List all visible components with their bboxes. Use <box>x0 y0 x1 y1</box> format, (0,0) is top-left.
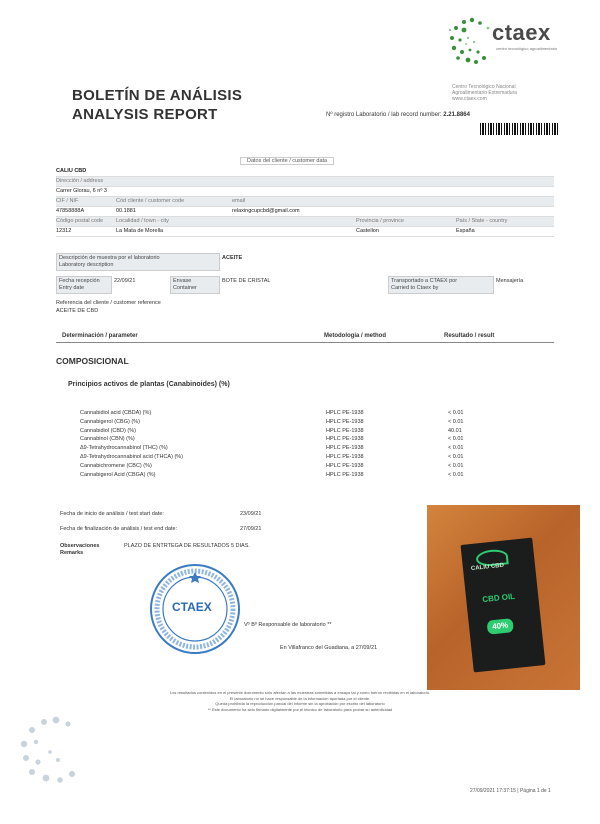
result-row <box>80 435 480 443</box>
subsection-title: Principios activos de plantas (Canabinoides) (%) <box>68 381 230 388</box>
country-label: País / State - country <box>456 218 508 224</box>
report-title <box>72 86 242 124</box>
email-label: email <box>232 198 246 204</box>
title-spanish: BOLETÍN DE ANÁLISIS <box>72 87 243 104</box>
center-line1: Centro Tecnológico Nacional <box>452 84 516 90</box>
result-value: < 0.01 <box>448 436 464 443</box>
param-col: Determinación / parameter <box>62 333 138 339</box>
ctaex-logo-subtitle: centro tecnológico agroalimentario <box>496 46 558 51</box>
record-number <box>326 112 470 118</box>
place-date: En Villafranco del Guadiana, a 27/09/21 <box>280 645 378 651</box>
center-line2: Agroalimentario Extremadura <box>452 90 518 96</box>
footer-line2: El laboratorio no se hace responsable de la información aportada por el cliente. <box>229 695 371 701</box>
reference-label: Referencia del cliente / customer reference <box>56 300 161 306</box>
result-method: HPLC PE-1938 <box>326 410 364 416</box>
result-method: HPLC PE-1938 <box>326 445 364 452</box>
result-value: < 0.01 <box>448 445 464 452</box>
reference-value: ACEITE DE CBD <box>56 308 99 314</box>
stamp-text: CTAEX <box>172 600 212 614</box>
end-date-value: 27/09/21 <box>240 526 262 532</box>
result-name: Δ9-Tetrahydrocannabinol acid (THCA) (%) <box>80 454 184 460</box>
client-table <box>56 156 554 237</box>
result-row <box>80 427 480 435</box>
entry-value: 22/09/21 <box>114 278 136 284</box>
town-label: Localidad / town - city <box>116 218 169 224</box>
desc-label-es: Descripción de muestra por el laboratorio <box>59 255 160 261</box>
town-value: La Mata de Morella <box>116 228 164 234</box>
result-value: < 0.01 <box>448 454 464 460</box>
result-row <box>80 471 480 479</box>
footer-disclaimer <box>80 690 520 712</box>
desc-label <box>56 253 220 271</box>
cif-label: CIF / NIF <box>56 198 79 204</box>
cif-value: 47858888A <box>56 208 85 214</box>
start-date-label: Fecha de inicio de análisis / test start date: <box>60 511 164 517</box>
carried-label <box>388 276 494 294</box>
product-brand: CALIU CBD <box>470 562 505 573</box>
result-row <box>80 453 480 461</box>
carried-label-en: Carried to Ctaex by <box>391 285 439 291</box>
product-percent: 40% <box>487 618 514 635</box>
container-label-es: Envase <box>173 278 192 284</box>
result-name: Cannabichromene (CBC) (%) <box>80 462 152 469</box>
entry-label <box>56 276 112 294</box>
result-name: Δ9-Tetrahydrocannabinol (THC) (%) <box>80 445 168 452</box>
address-label: Dirección / address <box>56 178 104 184</box>
container-label-en: Container <box>173 285 197 291</box>
email-value: relaxingcupcbd@gmail.com <box>232 208 300 214</box>
client-header: Datos del cliente / customer data <box>240 157 334 165</box>
result-name: Cannabidiol (CBD) (%) <box>80 427 136 434</box>
method-col: Metodología / method <box>324 333 386 339</box>
result-value: < 0.01 <box>448 462 464 469</box>
observations-label-es: Observaciones <box>60 543 100 549</box>
result-row <box>80 418 480 426</box>
center-line3: www.ctaex.com <box>452 96 487 102</box>
desc-label-en: Laboratory description <box>59 262 114 268</box>
result-value: 40.01 <box>448 427 462 434</box>
section-title: COMPOSICIONAL <box>56 356 129 366</box>
result-name: Cannabigerol Acid (CBGA) (%) <box>80 471 156 478</box>
result-method: HPLC PE-1938 <box>326 418 364 425</box>
footer-line3: Queda prohibida la reproducción parcial del informe sin la aprobación por escrito del laboratorio <box>215 701 385 706</box>
product-name: CBD OIL <box>481 591 516 605</box>
signature-label: Vº Bº Responsable de laboratorio ** <box>244 622 332 628</box>
observations-label <box>60 543 99 557</box>
product-photo <box>427 505 580 690</box>
client-name: CALIU CBD <box>56 168 87 174</box>
product-box <box>461 538 546 673</box>
province-label: Provincia / province <box>356 218 404 224</box>
result-name: Cannabinol (CBN) (%) <box>80 436 135 443</box>
country-value: España <box>456 228 475 234</box>
postal-value: 12312 <box>56 228 72 234</box>
result-col: Resultado / result <box>444 333 495 339</box>
result-method: HPLC PE-1938 <box>326 436 364 443</box>
desc-value: ACEITE <box>222 255 243 261</box>
start-date-value: 23/09/21 <box>240 511 262 517</box>
entry-label-es: Fecha recepción <box>59 278 100 284</box>
observations-label-en: Remarks <box>60 550 84 556</box>
observations-value: PLAZO DE ENTRTEGA DE RESULTADOS 5 DIAS. <box>124 543 250 549</box>
client-code-value: 00.1881 <box>116 208 136 214</box>
footer-line1: Los resultados contenidos en el presente documento sólo afectan a las muestras sometidas a ensayo tal y como fueron recibidas en el laboratorio. <box>169 690 431 695</box>
result-method: HPLC PE-1938 <box>326 471 364 478</box>
result-method: HPLC PE-1938 <box>326 454 364 460</box>
result-value: < 0.01 <box>448 418 464 425</box>
result-method: HPLC PE-1938 <box>326 427 364 434</box>
footer-logo-icon <box>14 712 94 792</box>
result-value: < 0.01 <box>448 471 464 478</box>
province-value: Castellon <box>356 228 379 234</box>
container-label <box>170 276 220 294</box>
container-value: BOTE DE CRISTAL <box>222 278 271 284</box>
footer-line4: ** Este documento ha sido firmado digitalmente por el técnico de laboratorio para probar su autenticidad <box>207 706 393 712</box>
entry-label-en: Entry date <box>59 285 85 291</box>
page-info: 27/09/2021 17:37:15 | Página 1 de 1 <box>470 788 551 794</box>
result-row <box>80 409 480 417</box>
client-code-label: Cód cliente / customer code <box>116 198 185 204</box>
record-value: 2.21.8864 <box>443 112 470 118</box>
record-label: Nº registro Laboratorio / lab record number: <box>326 112 442 118</box>
result-row <box>80 444 480 452</box>
address-value: Carrer Glorau, 6 nº 3 <box>56 188 107 194</box>
carried-value: Mensajería <box>496 278 524 284</box>
postal-label: Código postal code <box>56 218 104 224</box>
results-header <box>56 330 554 343</box>
result-value: < 0.01 <box>448 410 464 416</box>
center-info <box>452 84 582 102</box>
end-date-label: Fecha de finalización de análisis / test end date: <box>60 526 178 532</box>
ctaex-logo-text: ctaex <box>492 20 551 45</box>
result-name: Cannabidiol acid (CBDA) (%) <box>80 410 152 416</box>
barcode <box>480 123 558 135</box>
result-row <box>80 462 480 470</box>
result-name: Cannabigerol (CBG) (%) <box>80 418 140 425</box>
title-english: ANALYSIS REPORT <box>72 106 218 123</box>
result-method: HPLC PE-1938 <box>326 462 364 469</box>
carried-label-es: Transportado a CTAEX por <box>391 278 458 284</box>
